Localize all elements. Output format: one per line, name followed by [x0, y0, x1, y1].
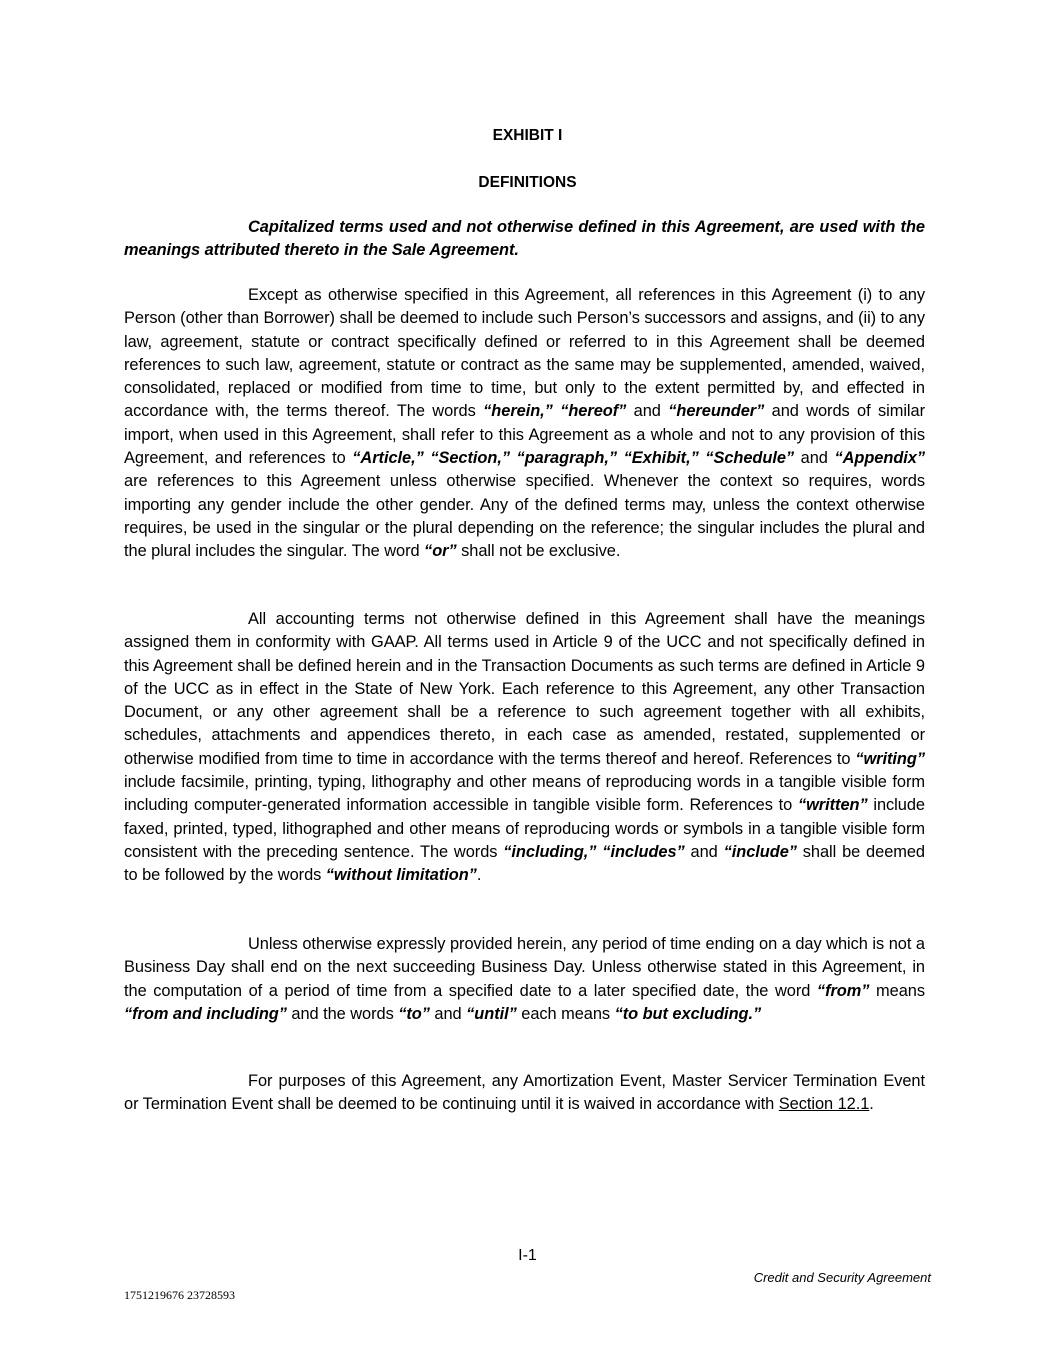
defined-term: “from and including”	[124, 1004, 287, 1023]
intro-paragraph	[124, 216, 925, 263]
text-run: are references to this Agreement unless otherwise specified. Whenever the context so requires, words importing any gender include the other gender. Any of the defined terms may, unless the context otherwise requires, be used in the singular or the plural depending on the reference; the singular includes the plural and the plural includes the singular. The word	[124, 472, 925, 561]
paragraph-text	[124, 933, 925, 1026]
text-run: and the words	[286, 1004, 399, 1023]
defined-term: “written”	[797, 796, 868, 815]
text-run: each means	[516, 1004, 615, 1023]
text-run: include facsimile, printing, typing, lithography and other means of reproducing words in a tangible visible form including computer-generated information accessible in tangible visible form. References to	[124, 773, 925, 815]
defined-term: “until”	[466, 1004, 517, 1023]
text-run: and words of similar import, when used in this Agreement, shall refer to this Agreement as a whole and not to any provision of this Agreement, and references to	[124, 402, 925, 468]
text-run: and	[626, 402, 669, 421]
paragraph-text	[124, 284, 925, 564]
defined-term: “Article,” “Section,” “paragraph,” “Exhibit,” “Schedule”	[352, 449, 795, 468]
section-title: DEFINITIONS	[478, 174, 577, 191]
text-run: .	[476, 866, 482, 885]
text-run: and	[684, 842, 724, 861]
defined-term: “herein,” “hereof”	[483, 402, 627, 421]
text-run: means	[869, 981, 925, 1000]
text-run: shall be deemed to be followed by the words	[124, 842, 925, 885]
defined-term: “include”	[723, 842, 797, 861]
document-id: 1751219676 23728593	[124, 1288, 235, 1302]
exhibit-title: EXHIBIT I	[492, 127, 563, 144]
section-reference-link[interactable]: Section 12.1	[778, 1095, 870, 1114]
paragraph-text	[124, 608, 925, 888]
text-run: and	[794, 449, 835, 468]
defined-term: “to”	[398, 1004, 430, 1023]
text-run: .	[869, 1095, 874, 1114]
paragraph-references	[124, 284, 925, 564]
footer-agreement-title: Credit and Security Agreement	[753, 1270, 931, 1285]
text-run: include faxed, printed, typed, lithographed and other means of reproducing words or symbols in a tangible visible form consistent with the preceding sentence. The words	[124, 796, 925, 861]
paragraph-continuing-events	[124, 1070, 925, 1117]
text-run: All accounting terms not otherwise defined in this Agreement shall have the meanings assigned them in conformity with GAAP. All terms used in Article 9 of the UCC and not specifically defined in this Agreement shall be defined herein and in the Transaction Documents as such terms are defined in Article 9 of the UCC as in effect in the State of New York. Each reference to this Agreement, any other Transaction Document, or any other agreement shall be a reference to such agreement together with all exhibits, schedules, attachments and appendices thereto, in each case as amended, restated, supplemented or otherwise modified from time to time in accordance with the terms thereof and hereof. References to	[124, 610, 925, 768]
text-run: Except as otherwise specified in this Agreement, all references in this Agreement (i) to any Person (other than Borrower) shall be deemed to include such Person’s successors and assigns, and (ii) to any law, agreement, statute or contract specifically defined or referred to in this Agreement shall be deemed references to such law, agreement, statute or contract as the same may be supplemented, amended, waived, consolidated, replaced or modified from time to time, but only to the extent permitted by, and effected in accordance with, the terms thereof. The words	[124, 286, 925, 421]
intro-text: Capitalized terms used and not otherwise defined in this Agreement, are used with the meanings attributed thereto in the Sale Agreement.	[124, 218, 925, 260]
defined-term: “without limitation”	[325, 866, 477, 885]
defined-term: “from”	[816, 981, 870, 1000]
text-run: and	[429, 1004, 467, 1023]
defined-term: “including,” “includes”	[503, 842, 685, 861]
defined-term: “to but excluding.”	[614, 1004, 762, 1023]
text-run: shall not be exclusive.	[456, 542, 621, 561]
defined-term: “Appendix”	[834, 449, 925, 468]
defined-term: “writing”	[855, 749, 925, 768]
paragraph-accounting-terms	[124, 608, 925, 888]
text-run: For purposes of this Agreement, any Amortization Event, Master Servicer Termination Event or Termination Event shall be deemed to be continuing until it is waived in accordance with	[124, 1072, 925, 1114]
defined-term: “or”	[424, 542, 457, 561]
text-run: Unless otherwise expressly provided herein, any period of time ending on a day which is not a Business Day shall end on the next succeeding Business Day. Unless otherwise stated in this Agreement, in the computation of a period of time from a specified date to a later specified date, the word	[124, 935, 925, 1000]
page-number: I-1	[518, 1247, 537, 1264]
paragraph-text	[124, 1070, 925, 1117]
paragraph-time-periods	[124, 933, 925, 1026]
defined-term: “hereunder”	[668, 402, 765, 421]
